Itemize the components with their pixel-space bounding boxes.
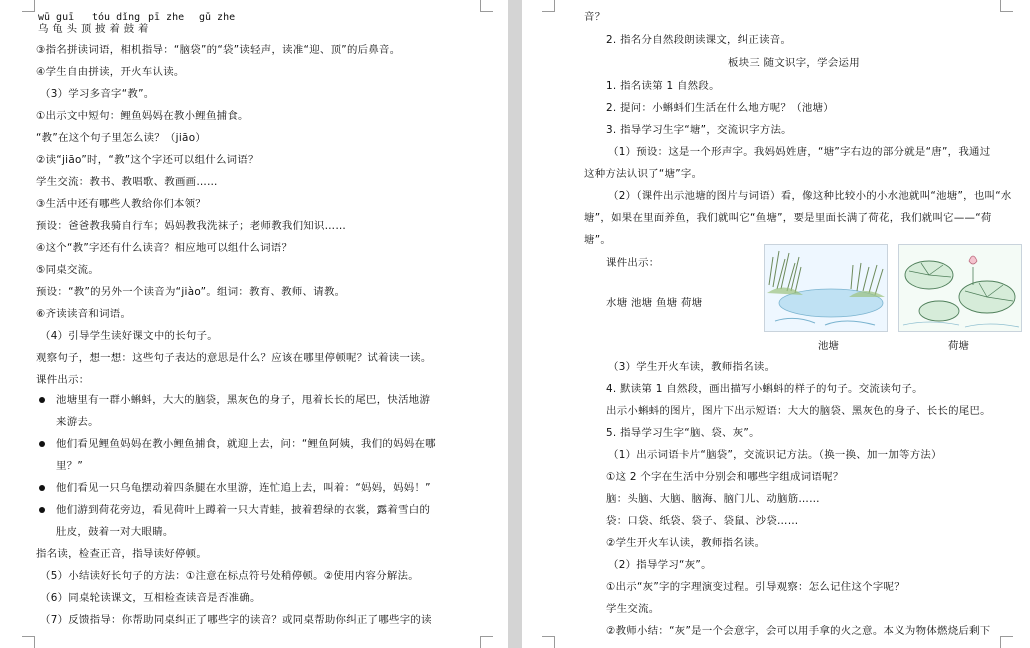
text-line: （2）指导学习“灰”。: [608, 559, 712, 571]
right-page: [522, 0, 1030, 648]
text-line: （3）学习多音字“教”。: [40, 88, 155, 100]
text-line: （6）同桌轮读课文，互相检查读音是否准确。: [40, 592, 261, 604]
pinyin: wū guī: [38, 12, 75, 23]
text-line: 5. 指导学习生字“脑、袋、灰”。: [606, 427, 760, 439]
text-line: 他们看见鲤鱼妈妈在教小鲤鱼捕食，就迎上去，问：“鲤鱼阿姨，我们的妈妈在哪: [56, 438, 436, 450]
text-line: 课件出示：: [606, 257, 660, 269]
text-line: 塘”，如果在里面养鱼，我们就叫它“鱼塘”，要是里面长满了荷花，我们就叫它——“荷: [584, 212, 992, 224]
page-gutter: [508, 0, 522, 648]
text-line: ①出示文中短句：鲤鱼妈妈在教小鲤鱼捕食。: [36, 110, 249, 122]
text-line: ④学生自由拼读，开火车认读。: [36, 66, 185, 78]
text-line: 池塘里有一群小蝌蚪，大大的脑袋，黑灰色的身子，甩着长长的尾巴，快活地游: [56, 394, 431, 406]
text-line: ②读“jiāo”时，“教”这个字还可以组什么词语？: [36, 154, 259, 166]
text-line: 预设：爸爸教我骑自行车；妈妈教我洗袜子；老师教我们知识……: [36, 220, 347, 232]
word-list: 水塘 池塘 鱼塘 荷塘: [606, 297, 703, 309]
text-line: （1）预设：这是一个形声字。我妈妈姓唐，“塘”字右边的部分就是“唐”，我通过: [608, 146, 991, 158]
text-line: 学生交流：教书、教唱歌、教画画……: [36, 176, 218, 188]
text-line: 这种方法认识了“塘”字。: [584, 168, 703, 180]
text-line: 肚皮，鼓着一对大眼睛。: [56, 526, 174, 538]
text-line: ③生活中还有哪些人教给你们本领？: [36, 198, 206, 210]
text-line: 课件出示：: [36, 374, 90, 386]
pond-picture: [764, 244, 888, 332]
text-line: 他们看见一只乌龟摆动着四条腿在水里游，连忙追上去，叫着：“妈妈，妈妈！”: [56, 482, 431, 494]
bullet: [39, 507, 45, 513]
pinyin: pī zhe: [148, 12, 185, 23]
pond-caption: 池塘: [818, 340, 839, 352]
crop-mark: [1000, 0, 1013, 12]
text-line: 他们游到荷花旁边，看见荷叶上蹲着一只大青蛙，披着碧绿的衣裳，露着雪白的: [56, 504, 431, 516]
crop-mark: [480, 0, 493, 12]
text-line: “教”在这个句子里怎么读？（jiāo）: [36, 132, 207, 144]
text-line: 里？”: [56, 460, 84, 472]
bullet: [39, 441, 45, 447]
bullet: [39, 485, 45, 491]
text-line: 塘”。: [584, 234, 612, 246]
lotus-pond-illustration: [899, 245, 1021, 331]
text-line: ②学生开火车认读，教师指名读。: [606, 537, 766, 549]
text-line: ①出示“灰”字的字理演变过程。引导观察：怎么记住这个字呢？: [606, 581, 905, 593]
text-line: ①这 2 个字在生活中分别会和哪些字组成词语呢？: [606, 471, 844, 483]
text-line: ②教师小结：“灰”是一个会意字，会可以用手拿的火之意。本义为物体燃烧后剩下: [606, 625, 991, 637]
crop-mark: [22, 0, 35, 12]
text-line: 2. 提问：小蝌蚪们生活在什么地方呢？（池塘）: [606, 102, 834, 114]
text-line: 出示小蝌蚪的图片，图片下出示短语：大大的脑袋、黑灰色的身子、长长的尾巴。: [606, 405, 991, 417]
text-line: 预设：“教”的另外一个读音为“jiào”。组词：教育、教师、请教。: [36, 286, 346, 298]
text-line: ⑥齐读读音和词语。: [36, 308, 132, 320]
text-line: 袋：口袋、纸袋、袋子、袋鼠、沙袋……: [606, 515, 799, 527]
text-line: （4）引导学生读好课文中的长句子。: [40, 330, 218, 342]
text-line: 2. 指名分自然段朗读课文，纠正读音。: [606, 34, 792, 46]
text-line: ③指名拼读词语，相机指导：“脑袋”的“袋”读轻声，读准“迎、顶”的后鼻音。: [36, 44, 401, 56]
text-line: 指名读，检查正音，指导读好停顿。: [36, 548, 208, 560]
text-line: 学生交流。: [606, 603, 660, 615]
bullet: [39, 397, 45, 403]
text-line: （3）学生开火车读，教师指名读。: [608, 361, 776, 373]
crop-mark: [542, 636, 555, 648]
lotus-pond-picture: [898, 244, 1022, 332]
crop-mark: [22, 636, 35, 648]
crop-mark: [1000, 636, 1013, 648]
text-line: （5）小结读好长句子的方法：①注意在标点符号处稍停顿。②使用内容分解法。: [40, 570, 419, 582]
left-page: [0, 0, 508, 648]
text-line: ⑤同桌交流。: [36, 264, 100, 276]
text-line: 1. 指名读第 1 自然段。: [606, 80, 720, 92]
text-line: （7）反馈指导：你帮助同桌纠正了哪些字的读音？或同桌帮助你纠正了哪些字的读: [40, 614, 432, 626]
text-line: 3. 指导学习生字“塘”，交流识字方法。: [606, 124, 792, 136]
lotus-pond-caption: 荷塘: [948, 340, 969, 352]
pond-illustration: [765, 245, 887, 331]
pinyin: tóu dǐng: [92, 12, 141, 23]
pinyin: gǔ zhe: [199, 12, 236, 23]
text-line: （2）（课件出示池塘的图片与词语）看，像这种比较小的小水池就叫“池塘”，也叫“水: [608, 190, 1012, 202]
text-line: （1）出示词语卡片“脑袋”，交流识记方法。（换一换、加一加等方法）: [608, 449, 942, 461]
text-line: 来游去。: [56, 416, 99, 428]
crop-mark: [542, 0, 555, 12]
text-line: 观察句子，想一想：这些句子表达的意思是什么？应该在哪里停顿呢？试着读一读。: [36, 352, 432, 364]
text-line: ④这个“教”字还有什么读音？相应地可以组什么词语？: [36, 242, 293, 254]
text-line: 音？: [584, 11, 606, 23]
crop-mark: [480, 636, 493, 648]
text-line: 脑：头脑、大脑、脑海、脑门儿、动脑筋……: [606, 493, 820, 505]
section-heading: 板块三 随文识字，学会运用: [728, 57, 860, 69]
text-line: 4. 默读第 1 自然段，画出描写小蝌蚪的样子的句子。交流读句子。: [606, 383, 923, 395]
text-line: 乌 龟 头 顶 披 着 鼓 着: [38, 23, 149, 35]
